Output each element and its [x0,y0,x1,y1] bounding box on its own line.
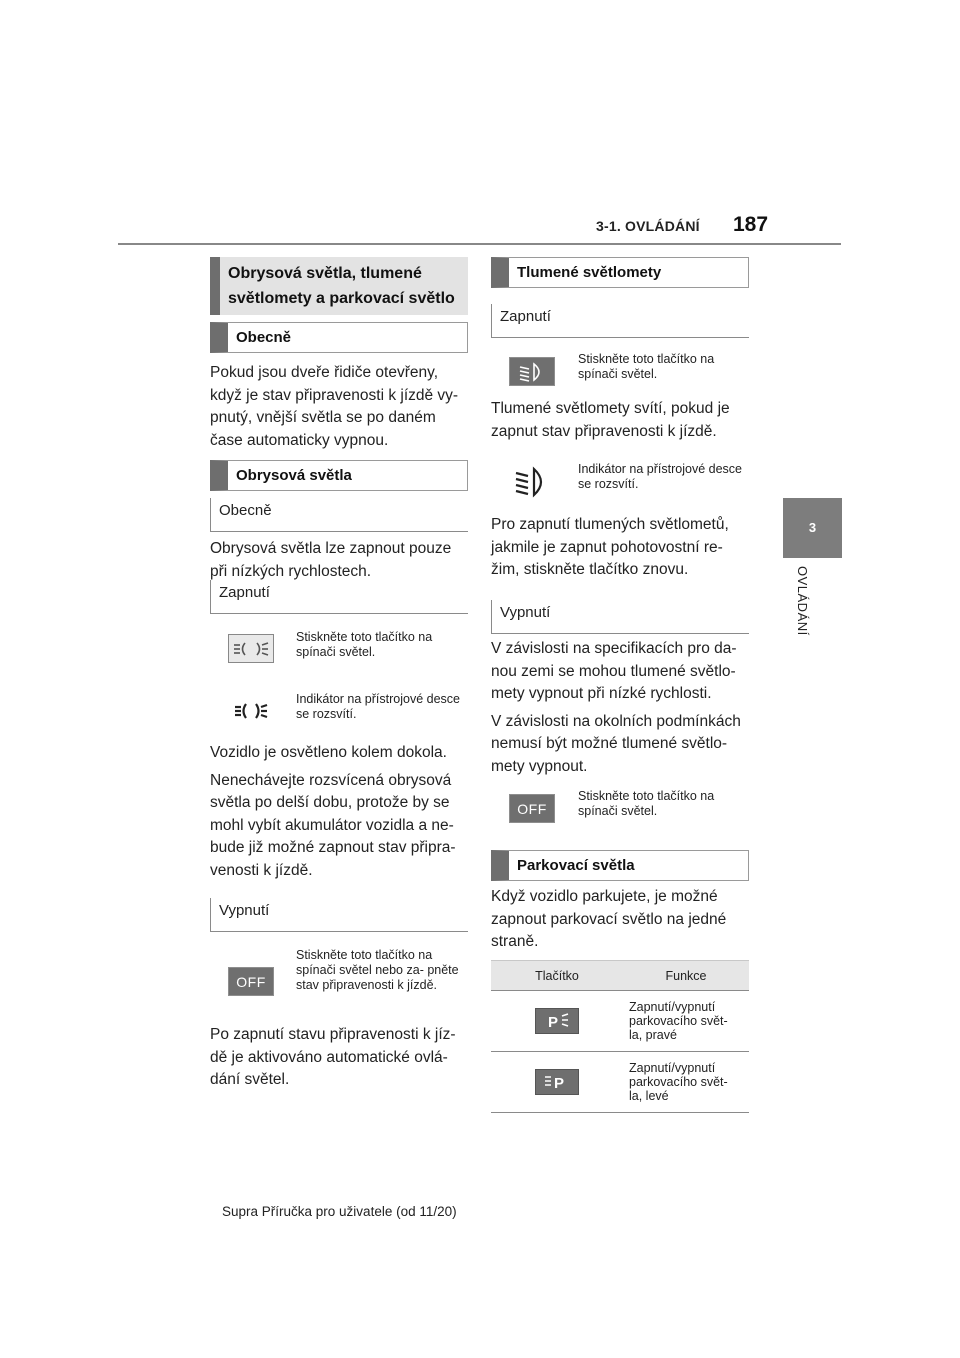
subheading-zapnuti-left: Zapnutí [210,580,468,614]
para-podminky: V závislosti na okolních podmínkách nemusí být možné tlumené světlo- mety vypnout. [491,712,741,775]
svg-text:P: P [548,1014,559,1031]
heading-parkovaci: Parkovací světla [491,850,749,881]
chapter-label: OVLÁDÁNÍ [795,566,810,636]
page-number: 187 [733,213,769,236]
para-nenechavejte: Nenechávejte rozsvícená obrysová světla po delší dobu, protože by se mohl vybít akumulátor vozidla a ne- bude již možné zapnout stav připra- venosti k jízdě. [210,771,456,879]
function-left: Zapnutí/vypnutí parkovacího svět- la, levé [623,1052,749,1113]
subheading-obrysova-obecne: Obecně [210,498,468,532]
parking-light-right-icon [535,1008,579,1034]
para-osvetleno: Vozidlo je osvětleno kolem dokola. [210,744,447,761]
chapter-tab: 3 [783,498,842,558]
low-beam-indicator-note: Indikátor na přístrojové desce se rozsvítí. [578,462,742,491]
table-row [491,991,749,1052]
svg-text:P: P [554,1075,565,1092]
table-header-button: Tlačítko [491,961,623,991]
low-beam-indicator-icon [511,463,553,501]
off-button-icon-right: OFF [509,794,555,823]
heading-tlumene: Tlumené světlomety [491,257,749,288]
footer-text: Supra Příručka pro uživatele (od 11/20) [222,1204,457,1219]
zapnuti-button-note: Stiskněte toto tlačítko na spínači světel. [296,630,433,659]
low-beam-button-note: Stiskněte toto tlačítko na spínači světel. [578,352,715,381]
table-header-function: Funkce [623,961,749,991]
parkovaci-text: Když vozidlo parkujete, je možné zapnout parkovací světlo na jedné straně. [491,888,727,950]
section-title: 3-1. OVLÁDÁNÍ [596,218,700,234]
off-button-icon: OFF [228,967,274,996]
tlumene-standby-text: Pro zapnutí tlumených světlometů, jakmile je zapnut pohotovostní re- žim, stiskněte tlačítko znovu. [491,516,729,578]
obecne-text: Pokud jsou dveře řidiče otevřeny, když je stav připravenosti k jízdě vy- pnutý, vnější světla se po daném čase automaticky vypnou. [210,364,459,449]
subheading-vypnuti-left: Vypnutí [210,898,468,932]
table-row [491,1052,749,1113]
function-right: Zapnutí/vypnutí parkovacího svět- la, pravé [623,991,749,1052]
subheading-vypnuti-right: Vypnutí [491,600,749,634]
parking-lights-button-icon [228,634,274,663]
vypnuti-note: Stiskněte toto tlačítko na spínači světel nebo za- pněte stav připravenosti k jízdě. [296,948,459,992]
heading-obrysova: Obrysová světla [210,460,468,491]
left-paragraphs [210,742,472,882]
tlumene-text: Tlumené světlomety svítí, pokud je zapnut stav připravenosti k jízdě. [491,400,730,440]
low-beam-button-icon [509,357,555,386]
main-heading: Obrysová světla, tlumené světlomety a parkovací světlo [210,257,468,315]
off-button-note: Stiskněte toto tlačítko na spínači světel. [578,789,715,818]
header-divider [118,243,841,245]
heading-obecne: Obecně [210,322,468,353]
parking-functions-table [491,960,749,1113]
subheading-zapnuti-right: Zapnutí [491,304,749,338]
parking-lights-indicator-icon [230,698,272,724]
obrysova-obecne-text: Obrysová světla lze zapnout pouze při nízkých rychlostech. [210,540,452,580]
parking-light-left-icon [535,1069,579,1095]
para-specifikace: V závislosti na specifikacích pro da- nou zemi se mohou tlumené světlo- mety vypnout při nízké rychlosti. [491,640,737,702]
left-final-paragraph: Po zapnutí stavu připravenosti k jíz- dě je aktivováno automatické ovlá- dání světel. [210,1026,456,1088]
zapnuti-indicator-note: Indikátor na přístrojové desce se rozsvítí. [296,692,460,721]
right-paragraphs [491,638,753,778]
